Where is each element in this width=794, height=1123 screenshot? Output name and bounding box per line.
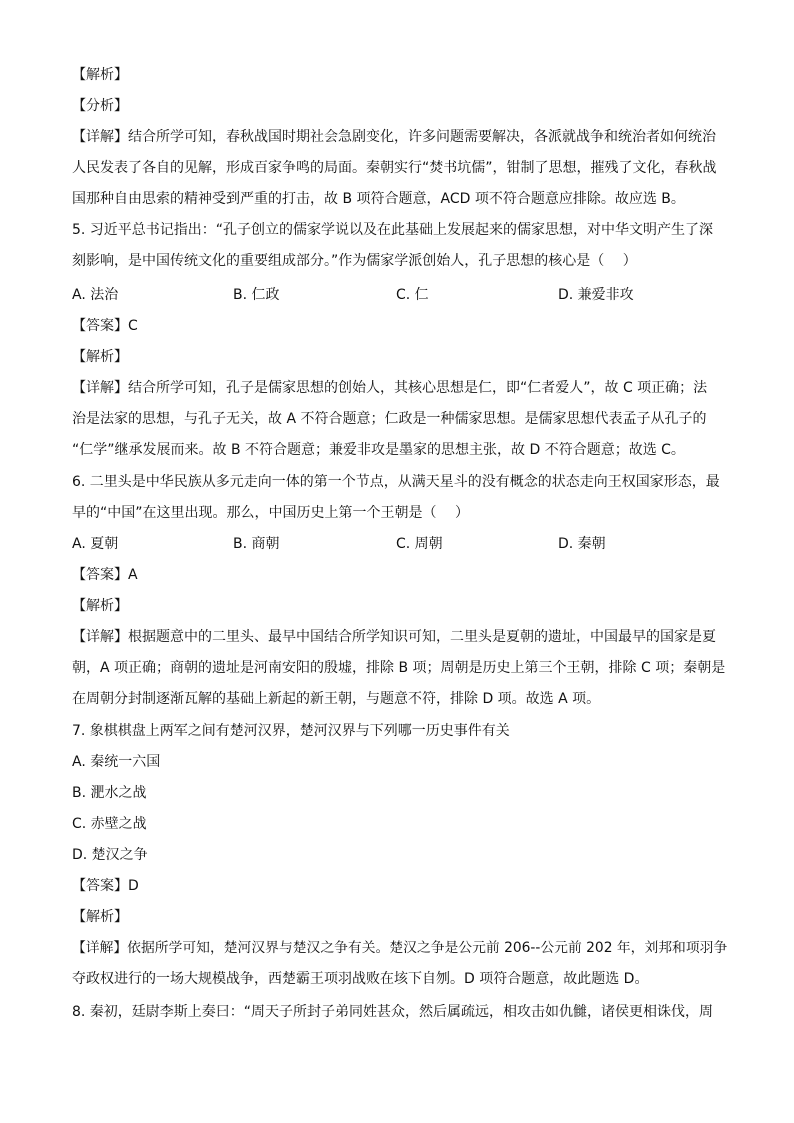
section-heading-analysis: 【解析】 xyxy=(72,598,128,614)
explanation-line: 【详解】结合所学可知，春秋战国时期社会急剧变化，许多问题需要解决，各派就战争和统治者如何统治 xyxy=(72,129,716,145)
explanation-line: 夺政权进行的一场大规模战争，西楚霸王项羽战败在垓下自刎。D 项符合题意，故此题选 D。 xyxy=(72,971,649,987)
question-7-stem: 7. 象棋棋盘上两军之间有楚河汉界，楚河汉界与下列哪一历史事件有关 xyxy=(72,723,510,739)
question-6-stem: 6. 二里头是中华民族从多元走向一体的第一个节点，从满天星斗的没有概念的状态走向王权国家形态，最 xyxy=(72,474,720,490)
explanation-line: 【详解】依据所学可知，楚河汉界与楚汉之争有关。楚汉之争是公元前 206--公元前 202 年，刘邦和项羽争 xyxy=(72,940,728,956)
q5-option-c: C. 仁 xyxy=(396,287,429,303)
q6-option-d: D. 秦朝 xyxy=(558,536,606,552)
question-5-stem: 5. 习近平总书记指出：“孔子创立的儒家学说以及在此基础上发展起来的儒家思想，对中华文明产生了深 xyxy=(72,222,714,238)
q6-option-a: A. 夏朝 xyxy=(72,536,119,552)
explanation-line: 治是法家的思想，与孔子无关，故 A 不符合题意；仁政是一种儒家思想。是儒家思想代表孟子从孔子的 xyxy=(72,411,707,427)
section-heading-analysis: 【解析】 xyxy=(72,67,128,83)
q5-option-b: B. 仁政 xyxy=(233,287,280,303)
answer-label: 【答案】C xyxy=(72,318,138,334)
q7-option-b: B. 淝水之战 xyxy=(72,785,147,801)
explanation-line: “仁学”继承发展而来。故 B 不符合题意；兼爱非攻是墨家的思想主张，故 D 不符合题意；故选 C。 xyxy=(72,442,685,458)
q6-option-b: B. 商朝 xyxy=(233,536,280,552)
section-heading-review: 【分析】 xyxy=(72,98,128,114)
question-6-stem: 早的“中国”在这里出现。那么，中国历史上第一个王朝是（ ） xyxy=(72,505,469,521)
explanation-line: 朝，A 项正确；商朝的遗址是河南安阳的殷墟，排除 B 项；周朝是历史上第三个王朝，排除 C 项；秦朝是 xyxy=(72,660,726,676)
explanation-line: 人民发表了各自的见解，形成百家争鸣的局面。秦朝实行“焚书坑儒”，钳制了思想，摧残了文化，春秋战 xyxy=(72,160,717,176)
q5-option-a: A. 法治 xyxy=(72,287,119,303)
answer-label: 【答案】D xyxy=(72,878,139,894)
explanation-line: 【详解】结合所学可知，孔子是儒家思想的创始人，其核心思想是仁，即“仁者爱人”，故 C 项正确；法 xyxy=(72,380,708,396)
q6-option-c: C. 周朝 xyxy=(396,536,443,552)
q7-option-c: C. 赤壁之战 xyxy=(72,816,147,832)
explanation-line: 【详解】根据题意中的二里头、最早中国结合所学知识可知，二里头是夏朝的遗址，中国最早的国家是夏 xyxy=(72,629,716,645)
question-8-stem: 8. 秦初，廷尉李斯上奏曰：“周天子所封子弟同姓甚众，然后属疏远，相攻击如仇雠，诸侯更相诛伐，周 xyxy=(72,1004,714,1020)
explanation-line: 在周朝分封制逐渐瓦解的基础上新起的新王朝，与题意不符，排除 D 项。故选 A 项。 xyxy=(72,691,601,707)
q7-option-a: A. 秦统一六国 xyxy=(72,754,161,770)
section-heading-analysis: 【解析】 xyxy=(72,909,128,925)
q7-option-d: D. 楚汉之争 xyxy=(72,847,148,863)
q5-option-d: D. 兼爱非攻 xyxy=(558,287,634,303)
question-5-stem: 刻影响，是中国传统文化的重要组成部分。”作为儒家学派创始人，孔子思想的核心是（ ） xyxy=(72,253,637,269)
section-heading-analysis: 【解析】 xyxy=(72,349,128,365)
answer-label: 【答案】A xyxy=(72,567,138,583)
explanation-line: 国那种自由思索的精神受到严重的打击，故 B 项符合题意，ACD 项不符合题意应排除。故应选 B。 xyxy=(72,191,685,207)
